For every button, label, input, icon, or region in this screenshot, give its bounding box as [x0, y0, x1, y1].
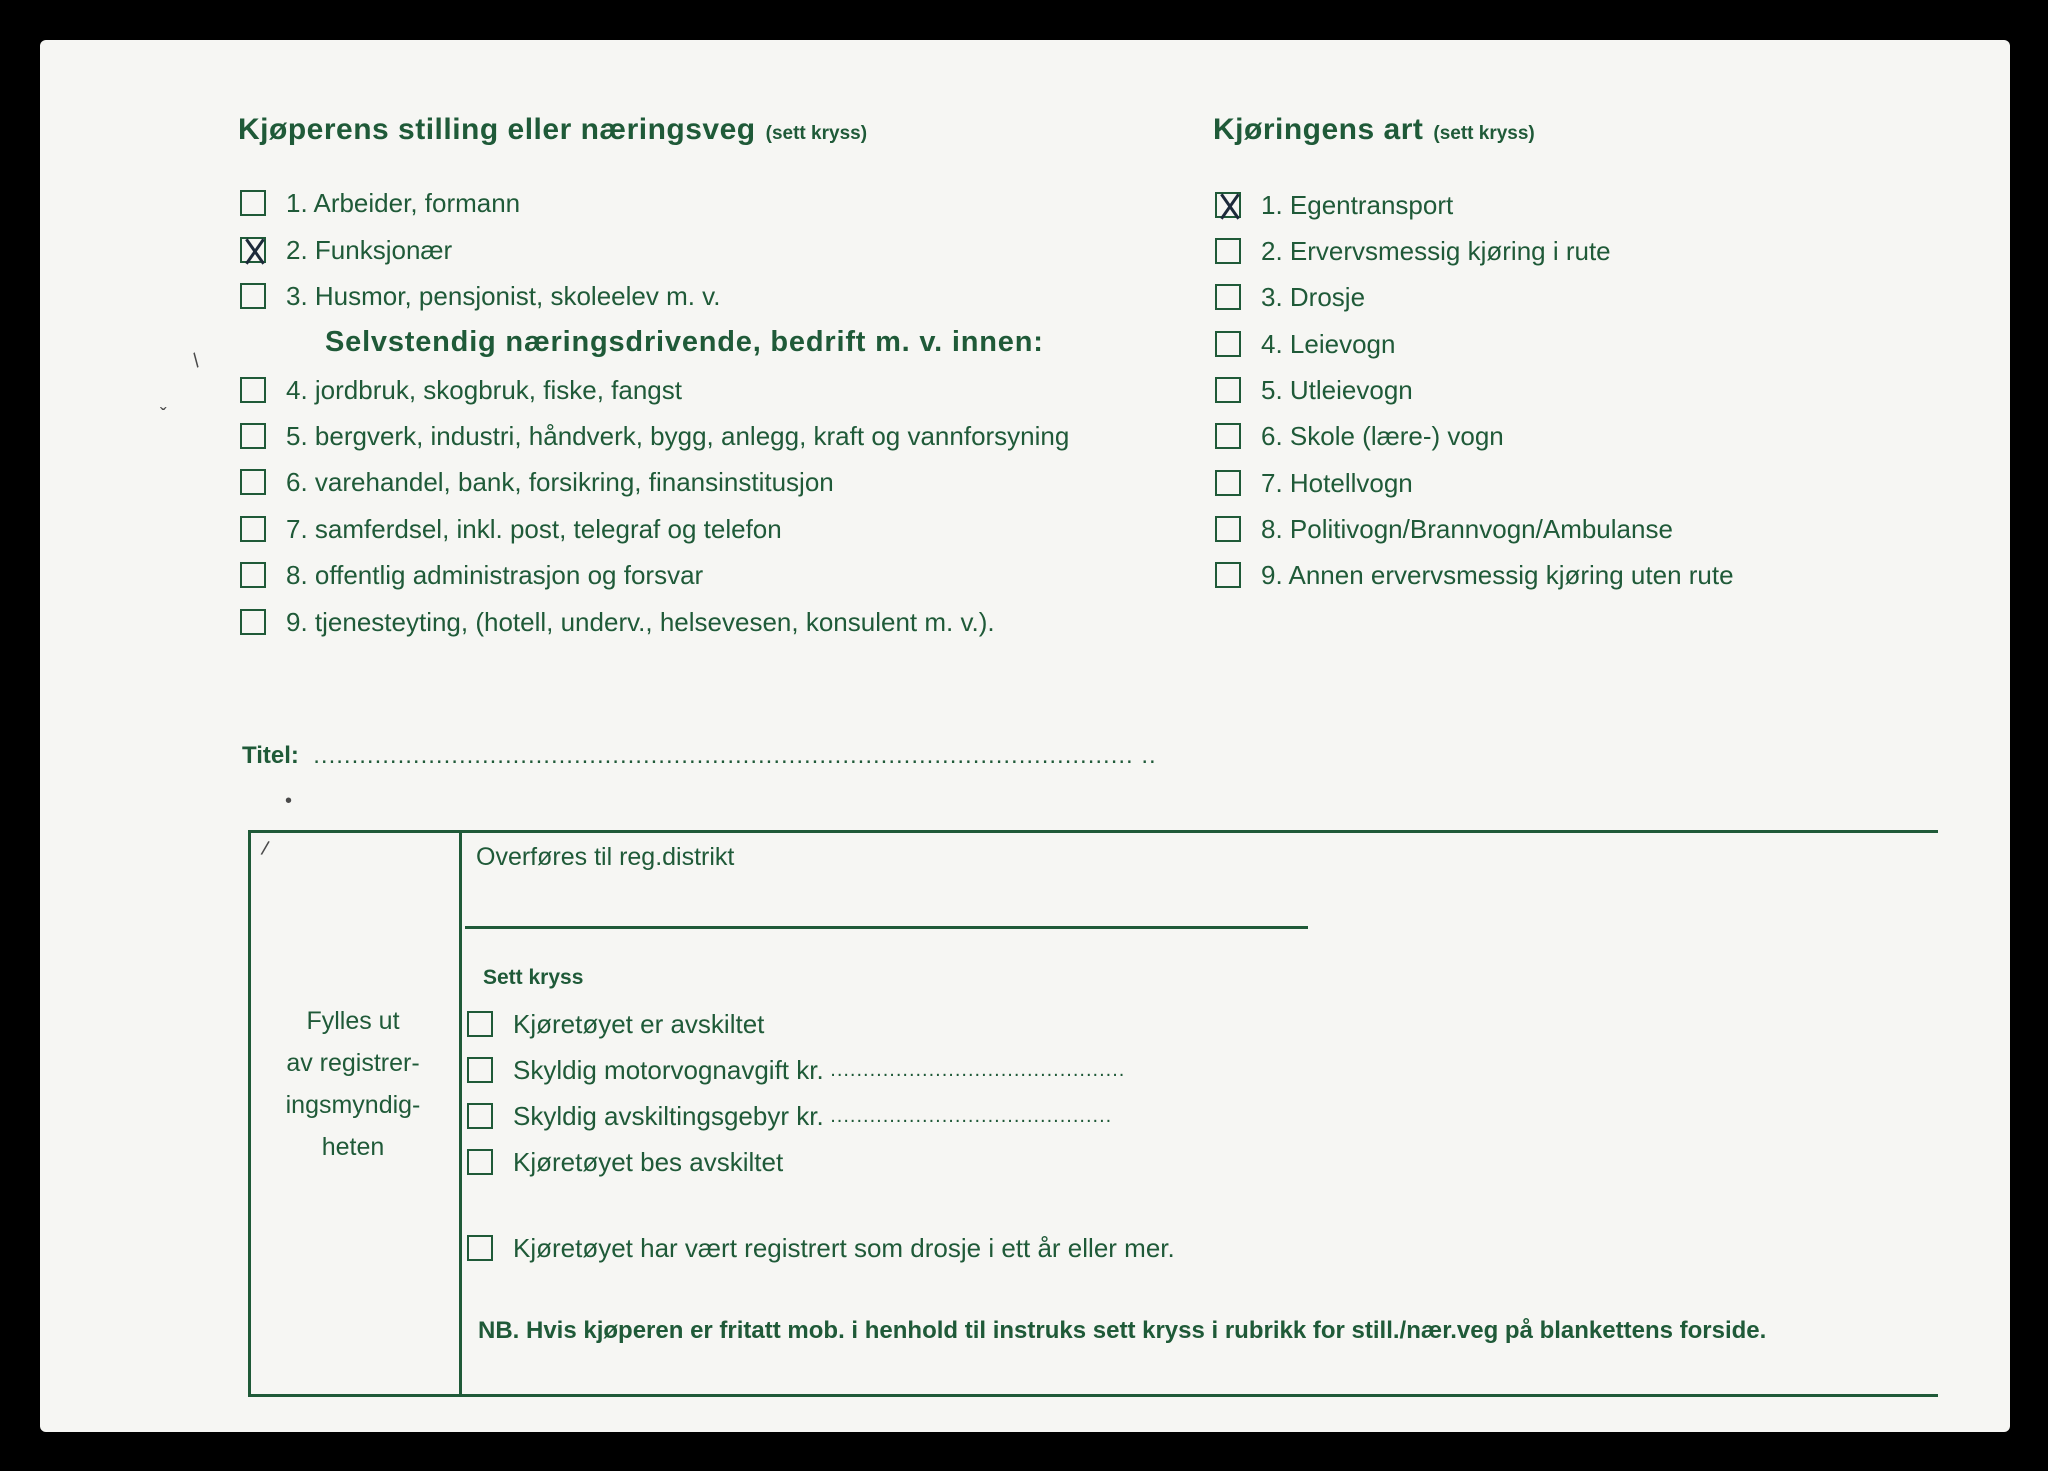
checkbox-business-8[interactable]	[240, 562, 266, 588]
box-top-border	[248, 830, 1938, 833]
authority-item-3[interactable]	[467, 1099, 1112, 1133]
authority-item-2-label: Skyldig motorvognavgift kr.	[513, 1054, 824, 1085]
checkbox-right-3[interactable]	[1215, 284, 1241, 310]
checkbox-authority-2[interactable]	[467, 1057, 493, 1083]
checkbox-right-4[interactable]	[1215, 331, 1241, 357]
checkbox-right-1[interactable]	[1215, 192, 1241, 218]
business-subheading: Selvstendig næringsdrivende, bedrift m. v. innen:	[325, 326, 1044, 358]
authority-item-4[interactable]	[467, 1145, 783, 1179]
right-item-9-label: 9. Annen ervervsmessig kjøring uten rute	[1261, 559, 1734, 590]
right-item-6[interactable]	[1215, 419, 1504, 453]
business-item-5-label: 5. bergverk, industri, håndverk, bygg, anlegg, kraft og vannforsyning	[286, 420, 1070, 451]
side-label-line: av registrer-	[286, 1049, 420, 1077]
right-item-8[interactable]	[1215, 512, 1673, 546]
left-section-heading	[238, 113, 867, 147]
right-item-2-label: 2. Ervervsmessig kjøring i rute	[1261, 235, 1611, 266]
authority-item-3-label: Skyldig avskiltingsgebyr kr.	[513, 1100, 824, 1131]
right-item-7[interactable]	[1215, 466, 1413, 500]
box-divider	[459, 830, 462, 1397]
sett-kryss-label: Sett kryss	[483, 966, 584, 989]
right-item-3-label: 3. Drosje	[1261, 281, 1366, 312]
left-heading-text: Kjøperens stilling eller næringsveg	[238, 113, 756, 146]
business-item-5[interactable]	[240, 419, 1069, 453]
checkbox-business-6[interactable]	[240, 469, 266, 495]
right-item-1[interactable]	[1215, 188, 1453, 222]
right-section-heading	[1213, 113, 1535, 147]
checkbox-right-5[interactable]	[1215, 377, 1241, 403]
right-item-6-label: 6. Skole (lære-) vogn	[1261, 420, 1504, 451]
authority-item-1-label: Kjøretøyet er avskiltet	[513, 1008, 765, 1039]
authority-item-2[interactable]	[467, 1053, 1125, 1087]
right-item-2[interactable]	[1215, 234, 1611, 268]
checkbox-taxi[interactable]	[467, 1235, 493, 1261]
right-item-5[interactable]	[1215, 373, 1413, 407]
checkbox-right-2[interactable]	[1215, 238, 1241, 264]
checkbox-business-4[interactable]	[240, 377, 266, 403]
business-item-4[interactable]	[240, 373, 682, 407]
title-dotted-line[interactable]: ........................................................................................................... ..	[305, 742, 1157, 769]
right-item-8-label: 8. Politivogn/Brannvogn/Ambulanse	[1261, 513, 1673, 544]
side-label-line: ingsmyndig-	[285, 1091, 421, 1119]
title-field[interactable]	[242, 742, 1157, 770]
business-item-9-label: 9. tjenesteyting, (hotell, underv., helsevesen, konsulent m. v.).	[286, 606, 995, 637]
left-item-1[interactable]	[240, 186, 520, 220]
right-item-7-label: 7. Hotellvogn	[1261, 467, 1413, 498]
side-label-line: heten	[321, 1133, 385, 1161]
paper-mark: /	[259, 837, 271, 861]
checkbox-authority-4[interactable]	[467, 1149, 493, 1175]
fee-dotted-line[interactable]: ...........................................	[823, 1104, 1113, 1127]
taxi-item[interactable]	[467, 1231, 1175, 1265]
checkbox-right-6[interactable]	[1215, 423, 1241, 449]
checkbox-authority-1[interactable]	[467, 1011, 493, 1037]
authority-item-4-label: Kjøretøyet bes avskiltet	[513, 1146, 784, 1177]
checkbox-right-9[interactable]	[1215, 562, 1241, 588]
business-item-4-label: 4. jordbruk, skogbruk, fiske, fangst	[286, 374, 682, 405]
paper-mark: •	[285, 790, 293, 812]
right-item-1-label: 1. Egentransport	[1261, 189, 1454, 220]
paper-mark: /	[188, 350, 205, 372]
nb-note: NB. Hvis kjøperen er fritatt mob. i henhold til instruks sett kryss i rubrikk for still./nær.veg på blankettens forside.	[478, 1317, 1767, 1344]
left-item-1-label: 1. Arbeider, formann	[286, 187, 521, 218]
right-heading-hint: (sett kryss)	[1433, 123, 1535, 144]
checkbox-authority-3[interactable]	[467, 1103, 493, 1129]
right-item-9[interactable]	[1215, 558, 1734, 592]
business-item-7-label: 7. samferdsel, inkl. post, telegraf og telefon	[286, 513, 782, 544]
transfer-underline	[465, 926, 1308, 929]
left-heading-hint: (sett kryss)	[765, 123, 868, 144]
paper-mark: ˇ	[160, 405, 167, 427]
right-item-4[interactable]	[1215, 327, 1395, 361]
checkbox-right-8[interactable]	[1215, 516, 1241, 542]
box-left-border	[248, 830, 251, 1397]
left-item-2-label: 2. Funksjonær	[286, 234, 453, 265]
authority-item-1[interactable]	[467, 1007, 764, 1041]
authority-side-label	[253, 1000, 453, 1168]
amount-dotted-line[interactable]: .............................................	[823, 1058, 1126, 1081]
side-label-line: Fylles ut	[306, 1007, 400, 1035]
business-item-7[interactable]	[240, 512, 782, 546]
right-heading-text: Kjøringens art	[1213, 113, 1424, 146]
left-item-2[interactable]	[240, 233, 452, 267]
checkbox-left-3[interactable]	[240, 283, 266, 309]
title-label: Titel:	[242, 742, 299, 769]
checkbox-right-7[interactable]	[1215, 470, 1241, 496]
box-bottom-border	[248, 1394, 1938, 1397]
transfer-label: Overføres til reg.distrikt	[476, 843, 735, 871]
right-item-5-label: 5. Utleievogn	[1261, 374, 1413, 405]
right-item-4-label: 4. Leievogn	[1261, 328, 1396, 359]
checkbox-business-5[interactable]	[240, 423, 266, 449]
checkbox-left-1[interactable]	[240, 190, 266, 216]
checkbox-left-2[interactable]	[240, 237, 266, 263]
checkbox-business-9[interactable]	[240, 609, 266, 635]
taxi-item-label: Kjøretøyet har vært registrert som drosje i ett år eller mer.	[513, 1232, 1175, 1263]
business-item-6-label: 6. varehandel, bank, forsikring, finansinstitusjon	[286, 466, 834, 497]
business-item-9[interactable]	[240, 605, 995, 639]
right-item-3[interactable]	[1215, 280, 1365, 314]
left-item-3[interactable]	[240, 279, 720, 313]
business-item-6[interactable]	[240, 465, 834, 499]
checkbox-business-7[interactable]	[240, 516, 266, 542]
left-item-3-label: 3. Husmor, pensjonist, skoleelev m. v.	[286, 280, 721, 311]
business-item-8-label: 8. offentlig administrasjon og forsvar	[286, 559, 704, 590]
business-item-8[interactable]	[240, 558, 703, 592]
